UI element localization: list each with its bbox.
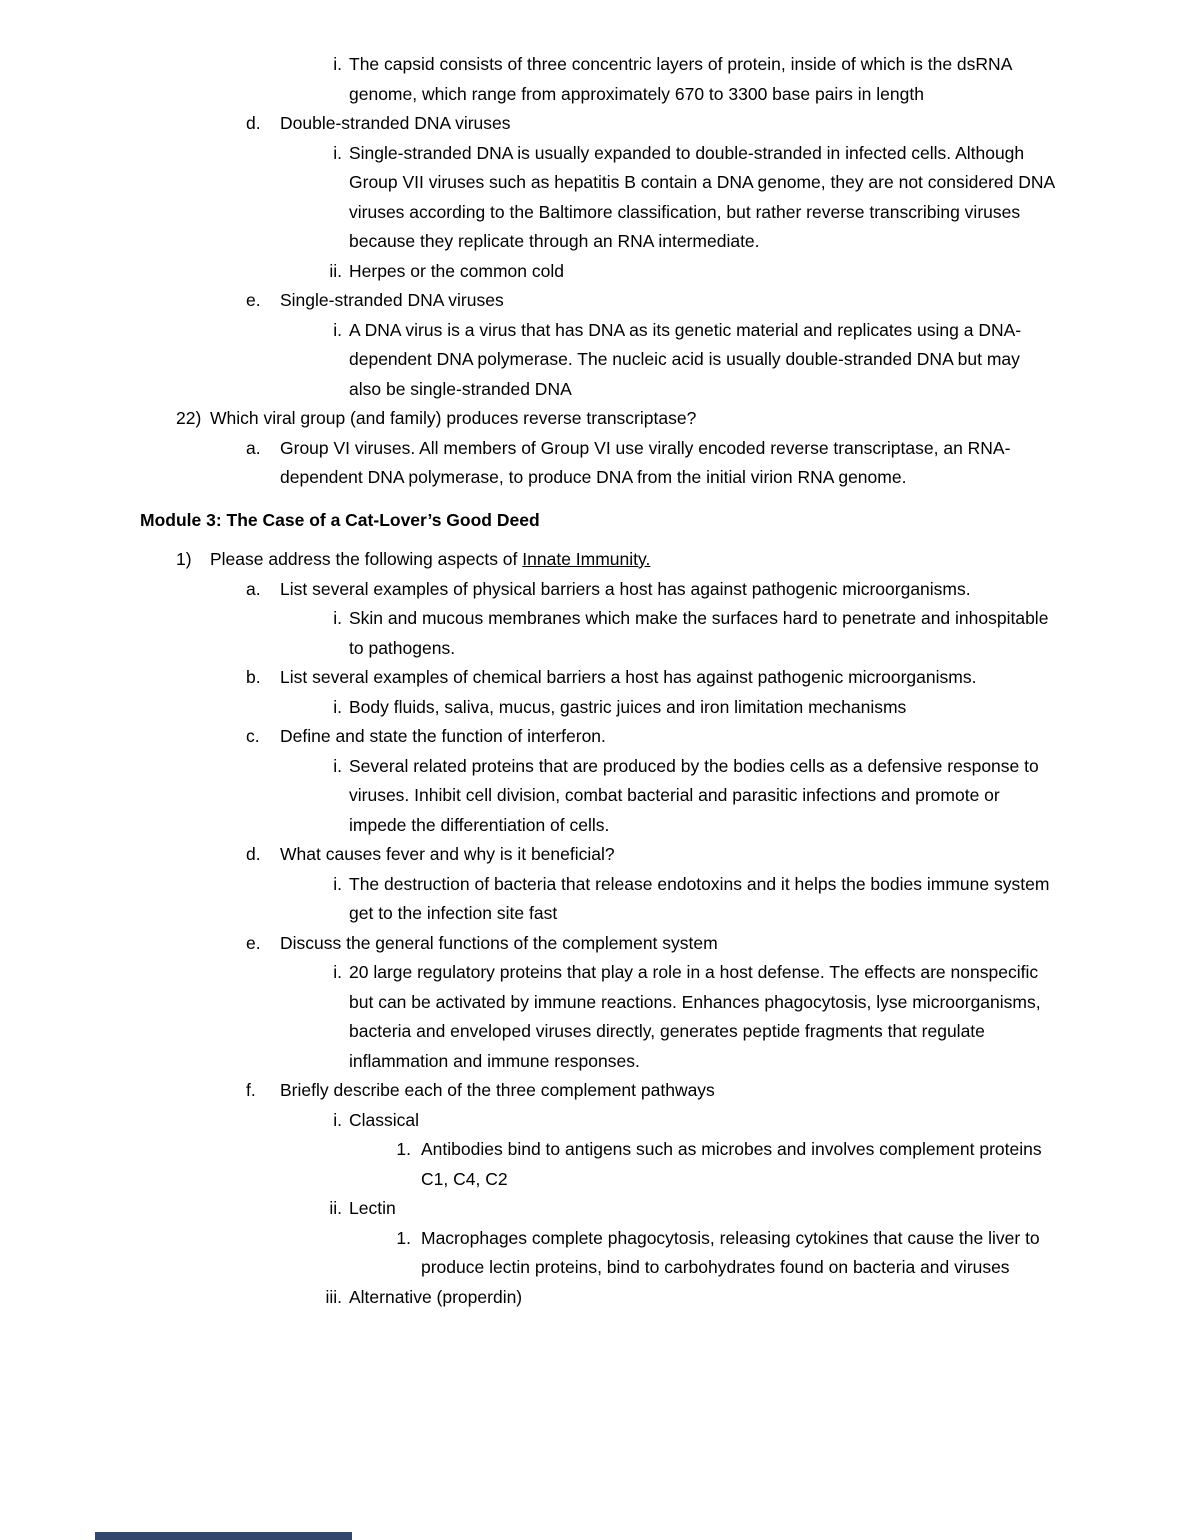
- list-item-text: Double-stranded DNA viruses: [280, 113, 511, 133]
- list-marker: ii.: [329, 260, 342, 281]
- list-marker: e.: [246, 932, 261, 953]
- list-marker: c.: [246, 726, 260, 746]
- list-item-text: Which viral group (and family) produces reverse transcriptase?: [210, 408, 697, 428]
- list-item-text: Herpes or the common cold: [349, 260, 564, 281]
- list-item-text: The capsid consists of three concentric layers of protein, inside of which is the dsRNA genome, which range from approximately 670 to 3300 base pairs in length: [349, 54, 1012, 104]
- bottom-edge-bar: [95, 1532, 352, 1540]
- list-marker: i.: [333, 755, 342, 776]
- list-item-text: Several related proteins that are produced by the bodies cells as a defensive response to viruses. Inhibit cell division, combat bacterial and parasitic infections and promote or impede the differentiation of cells.: [349, 755, 1039, 835]
- list-marker: i.: [333, 873, 342, 894]
- list-item: [140, 1224, 1055, 1283]
- list-item-text: What causes fever and why is it beneficial?: [280, 844, 615, 864]
- list-item-question-22: [140, 404, 1055, 434]
- list-marker: iii.: [325, 1286, 342, 1307]
- list-item: [140, 1194, 1055, 1224]
- list-item-text: [210, 545, 1055, 575]
- list-item: [140, 663, 1055, 693]
- list-item-text: List several examples of chemical barriers a host has against pathogenic microorganisms.: [280, 667, 977, 687]
- list-item-text: Define and state the function of interferon.: [280, 726, 606, 746]
- list-marker: 1.: [396, 1227, 411, 1248]
- list-marker: ii.: [329, 1198, 342, 1218]
- list-item: [140, 870, 1055, 929]
- list-item: [140, 929, 1055, 959]
- list-item-text: A DNA virus is a virus that has DNA as its genetic material and replicates using a DNA-dependent DNA polymerase. The nucleic acid is usually double-stranded DNA but may also be single-stranded DNA: [349, 319, 1022, 399]
- section-heading: Module 3: The Case of a Cat-Lover’s Good Deed: [140, 509, 540, 530]
- list-marker: d.: [246, 844, 261, 864]
- list-marker: a.: [246, 578, 261, 599]
- list-item-text: Body fluids, saliva, mucus, gastric juices and iron limitation mechanisms: [349, 696, 907, 717]
- list-item-text: Antibodies bind to antigens such as microbes and involves complement proteins C1, C4, C2: [421, 1139, 1042, 1189]
- list-item: [140, 257, 1055, 287]
- list-item: [140, 1106, 1055, 1136]
- list-item-text: Lectin: [349, 1198, 396, 1218]
- list-marker: i.: [333, 54, 342, 74]
- list-item-text: Single-stranded DNA viruses: [280, 290, 504, 310]
- list-item: [140, 604, 1055, 663]
- list-item-text: Briefly describe each of the three complement pathways: [280, 1080, 715, 1100]
- list-item-text: List several examples of physical barriers a host has against pathogenic microorganisms.: [280, 578, 971, 599]
- list-marker: i.: [333, 962, 342, 982]
- list-marker: b.: [246, 667, 261, 687]
- document-page: [140, 0, 1055, 1312]
- list-item: [140, 286, 1055, 316]
- list-item: [140, 316, 1055, 405]
- list-marker: i.: [333, 696, 342, 717]
- list-item: [140, 575, 1055, 605]
- list-item: [140, 434, 1055, 493]
- list-marker: i.: [333, 608, 342, 628]
- list-item: [140, 1135, 1055, 1194]
- list-item-text: Discuss the general functions of the complement system: [280, 932, 718, 953]
- list-item: [140, 752, 1055, 841]
- list-marker: i.: [333, 1109, 342, 1130]
- list-item-text: Classical: [349, 1109, 420, 1130]
- list-marker: a.: [246, 437, 261, 458]
- list-item-question-1: [140, 545, 1055, 575]
- list-marker: d.: [246, 113, 261, 133]
- question-text: Please address the following aspects of: [210, 549, 523, 569]
- list-item-text: 20 large regulatory proteins that play a role in a host defense. The effects are nonspecific but can be activated by immune reactions. Enhances phagocytosis, lyse microorganisms, bacteria and enveloped viruses directly, generates peptide fragments that regulate inflammation and immune responses.: [349, 962, 1041, 1071]
- list-marker: e.: [246, 290, 261, 310]
- list-item: [140, 693, 1055, 723]
- list-marker: i.: [333, 142, 342, 163]
- list-item-text: Group VI viruses. All members of Group VI use virally encoded reverse transcriptase, an RNA-dependent DNA polymerase, to produce DNA from the initial virion RNA genome.: [280, 437, 1011, 487]
- list-item-text: Macrophages complete phagocytosis, releasing cytokines that cause the liver to produce lectin proteins, bind to carbohydrates found on bacteria and viruses: [421, 1227, 1040, 1277]
- list-item: [140, 958, 1055, 1076]
- list-item-text: The destruction of bacteria that release endotoxins and it helps the bodies immune system get to the infection site fast: [349, 873, 1050, 923]
- list-item: [140, 139, 1055, 257]
- list-item: [140, 722, 1055, 752]
- list-item: [140, 109, 1055, 139]
- underlined-text: Innate Immunity.: [522, 549, 651, 569]
- list-marker: i.: [333, 319, 342, 340]
- list-marker: 1): [176, 549, 192, 569]
- list-item-text: Skin and mucous membranes which make the surfaces hard to penetrate and inhospitable to pathogens.: [349, 608, 1049, 658]
- list-item: [140, 840, 1055, 870]
- list-item: [140, 50, 1055, 109]
- list-item-text: Single-stranded DNA is usually expanded to double-stranded in infected cells. Although Group VII viruses such as hepatitis B contain a DNA genome, they are not considered DNA viruses according to the Baltimore classification, but rather reverse transcribing viruses because they replicate through an RNA intermediate.: [349, 142, 1055, 251]
- list-item-text: Alternative (properdin): [349, 1286, 523, 1307]
- list-marker: f.: [246, 1080, 256, 1100]
- list-item: [140, 1076, 1055, 1106]
- list-marker: 22): [176, 408, 202, 428]
- list-item: [140, 1283, 1055, 1313]
- list-marker: 1.: [396, 1139, 411, 1159]
